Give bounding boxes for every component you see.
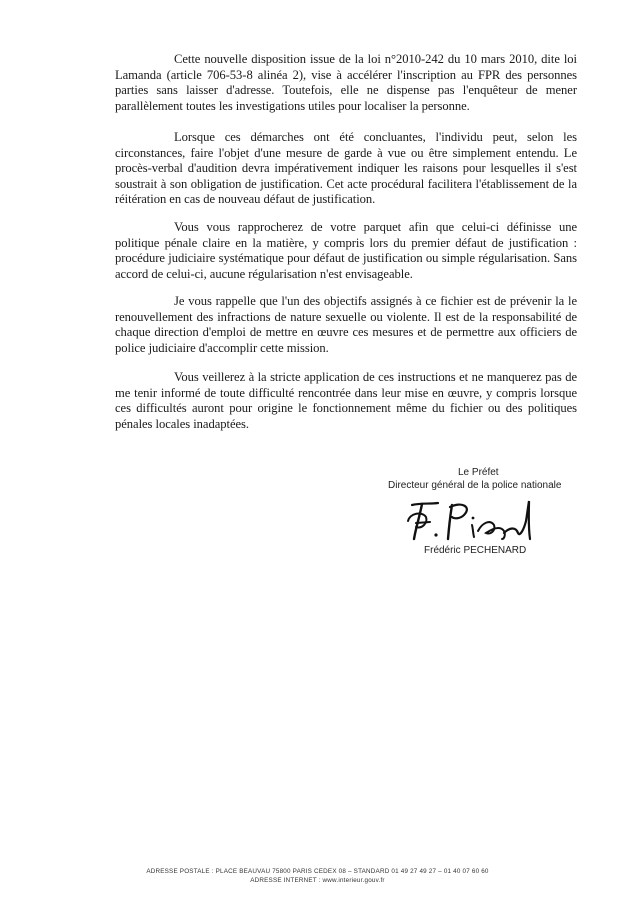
signatory-name: Frédéric PECHENARD xyxy=(424,545,527,556)
paragraph-4: Je vous rappelle que l'un des objectifs assignés à ce fichier est de prévenir la le renouvellement des infractions de nature sexuelle ou violente. Il est de la responsabilité de chaque direction d'emploi de mettre en œuvre ces mesures et de permettre aux officiers de police judiciaire d'accomplir cette mission. xyxy=(115,294,577,355)
paragraph-5: Vous veillerez à la stricte application de ces instructions et ne manquerez pas de me tenir informé de toute difficulté rencontrée dans leur mise en œuvre, y compris lorsque ces difficultés auront pour origine le fonctionnement même du fichier ou des politiques pénales locales inadaptées. xyxy=(115,370,577,431)
paragraph-3: Vous vous rapprocherez de votre parquet afin que celui-ci définisse une politique pénale claire en la matière, y compris lors du premier défaut de justification : procédure judiciaire systématique pour défaut de justification ou simple régularisation. Sans accord de celui-ci, aucune régularisation n'est envisageable. xyxy=(115,220,577,281)
handwritten-signature xyxy=(400,495,550,545)
paragraph-1: Cette nouvelle disposition issue de la loi n°2010-242 du 10 mars 2010, dite loi Lamanda (article 706-53-8 alinéa 2), vise à accélérer l'inscription au FPR des personnes parties sans laisser d'adresse. Toutefois, elle ne dispense pas l'enquêteur de mener parallèlement toutes les investigations utiles pour localiser la personne. xyxy=(115,52,577,113)
paragraph-2: Lorsque ces démarches ont été concluantes, l'individu peut, selon les circonstances, faire l'objet d'une mesure de garde à vue ou être simplement entendu. Le procès-verbal d'audition devra impérativement indiquer les raisons pour lesquelles il s'est soustrait à son obligation de justification. Cet acte procédural facilitera l'établissement de la réitération en cas de nouveau défaut de justification. xyxy=(115,130,577,207)
footer-postal-address: ADRESSE POSTALE : PLACE BEAUVAU 75800 PARIS CEDEX 08 – STANDARD 01 49 27 49 27 – 01 40 07 60 60 xyxy=(146,868,489,875)
signatory-title: Le Préfet xyxy=(458,467,499,478)
signatory-role: Directeur général de la police nationale xyxy=(388,480,562,491)
footer-website: ADRESSE INTERNET : www.interieur.gouv.fr xyxy=(250,877,385,884)
